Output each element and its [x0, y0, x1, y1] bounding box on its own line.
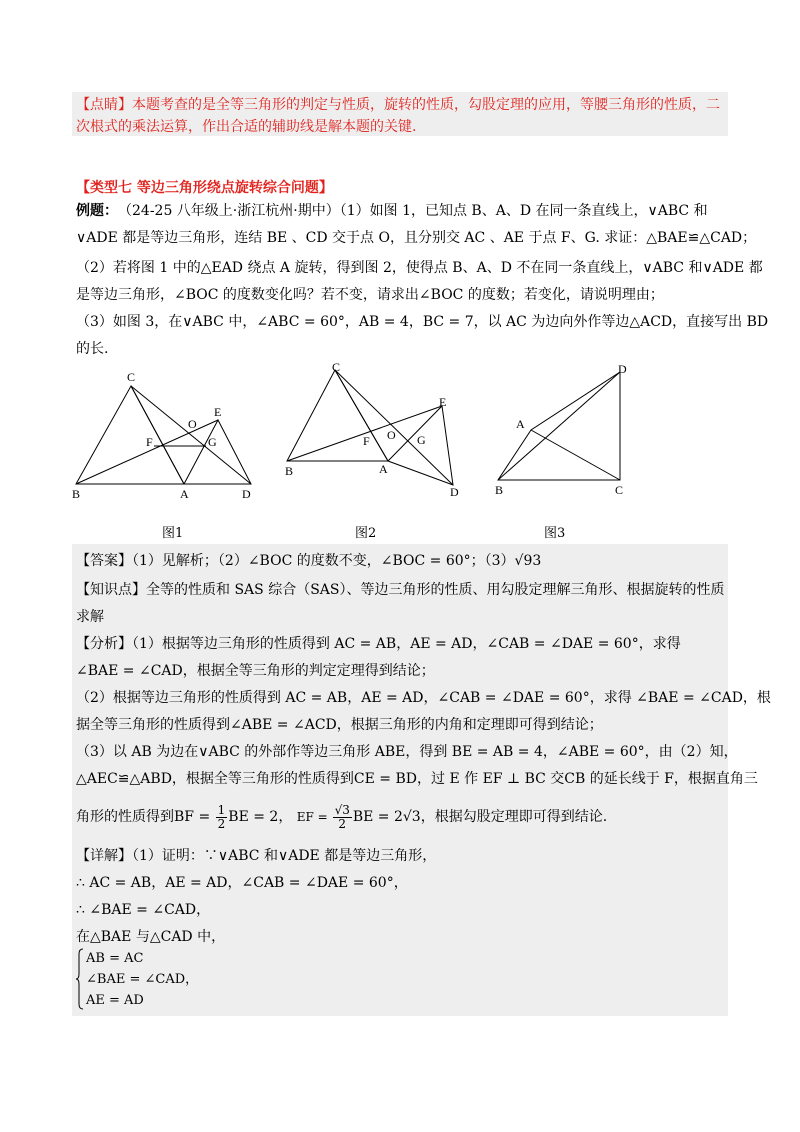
- fig1-label-b: B: [72, 487, 81, 501]
- fig2-label-o: O: [387, 428, 396, 442]
- example-label: 例题：: [76, 203, 118, 219]
- knowledge-line-2: 求解: [76, 609, 104, 625]
- fig1-label-e: E: [214, 405, 222, 419]
- fig3-label-c: C: [615, 483, 624, 497]
- fraction-half-num: 1: [217, 802, 226, 817]
- system-comma: ，: [185, 972, 199, 987]
- fig2-label-g: G: [417, 433, 426, 447]
- fig2-label-e: E: [439, 395, 447, 409]
- system-line-3: AE = AD: [86, 993, 144, 1008]
- example-line-4: 是等边三角形，∠BOC 的度数变化吗？若不变，请求出∠BOC 的度数；若变化，请说明理由；: [76, 287, 664, 303]
- fig1-label-d: D: [242, 487, 251, 501]
- fig3-label-b: B: [495, 483, 504, 497]
- fig2-label-c: C: [332, 360, 341, 374]
- fig1-label-c: C: [127, 370, 136, 384]
- figure-2-caption: 图2: [355, 526, 377, 541]
- fraction-half-den: 2: [217, 816, 226, 831]
- fig2-label-a: A: [379, 462, 388, 476]
- section-title: 【类型七 等边三角形绕点旋转综合问题】: [76, 180, 333, 196]
- system-line-2: [86, 969, 198, 990]
- system-line-1: AB = AC: [86, 951, 144, 966]
- example-line-6: 的长.: [76, 341, 109, 357]
- knowledge-line-1: 【知识点】全等的性质和 SAS 综合（SAS）、等边三角形的性质、用勾股定理解三角形、根据旋转的性质: [76, 582, 725, 598]
- answer-line: 【答案】（1）见解析；（2）∠BOC 的度数不变，∠BOC = 60°；（3）√93: [76, 553, 542, 569]
- ef-lead: EF =: [296, 810, 332, 824]
- fig2-label-d: D: [450, 485, 459, 499]
- system-brace: [76, 948, 84, 1010]
- detail-line-1: 【详解】（1）证明：∵∨ABC 和∨ADE 都是等边三角形，: [76, 848, 437, 864]
- fraction-sqrt3: [333, 804, 352, 831]
- figure-3: [488, 362, 638, 502]
- fig3-label-d: D: [618, 362, 627, 376]
- fig1-label-f: F: [146, 435, 153, 449]
- fraction-half: [216, 804, 228, 831]
- detail-line-2: ∴ AC = AB，AE = AD，∠CAB = ∠DAE = 60°，: [76, 875, 408, 891]
- fraction-sqrt3-num: √3: [334, 802, 350, 817]
- analysis-line-6: △AEC≌△ABD，根据全等三角形的性质得到CE = BD，过 E 作 EF ⊥ BC 交CB 的延长线于 F，根据直角三: [76, 771, 758, 787]
- comment-line-2: 次根式的乘法运算，作出合适的辅助线是解本题的关键.: [76, 119, 417, 135]
- fig2-label-f: F: [363, 434, 370, 448]
- fig1-label-g: G: [208, 435, 217, 449]
- figure-1-caption: 图1: [162, 526, 184, 541]
- analysis-line-7: [76, 800, 607, 834]
- analysis-line-7-lead: 角形的性质得到BF =: [76, 809, 215, 825]
- system-line-2-text: ∠BAE = ∠CAD: [86, 972, 186, 987]
- comment-line-1: 【点睛】本题考查的是全等三角形的判定与性质，旋转的性质，勾股定理的应用，等腰三角形的性质，二: [76, 97, 720, 113]
- bf-tail: BE = 2，: [228, 809, 293, 825]
- example-line-5: （3）如图 3，在∨ABC 中，∠ABC = 60°，AB = 4，BC = 7，以 AC 为边向外作等边△ACD，直接写出 BD: [76, 314, 769, 330]
- fig1-label-o: O: [188, 417, 197, 431]
- analysis-line-3: （2）根据等边三角形的性质得到 AC = AB，AE = AD，∠CAB = ∠DAE = 60°，求得 ∠BAE = ∠CAD，根: [76, 690, 771, 706]
- figure-3-caption: 图3: [544, 526, 566, 541]
- fig2-label-b: B: [285, 464, 294, 478]
- analysis-line-5: （3）以 AB 为边在∨ABC 的外部作等边三角形 ABE，得到 BE = AB = 4，∠ABE = 60°，由（2）知，: [76, 744, 738, 760]
- example-line-2: ∨ADE 都是等边三角形，连结 BE 、CD 交于点 O，且分别交 AC 、AE 于点 F、G. 求证：△BAE≌△CAD；: [76, 230, 757, 246]
- ef-tail: BE = 2√3，根据勾股定理即可得到结论.: [352, 809, 608, 825]
- fraction-sqrt3-den: 2: [338, 816, 347, 831]
- analysis-line-2: ∠BAE = ∠CAD，根据全等三角形的判定定理得到结论；: [76, 663, 435, 679]
- detail-line-3: ∴ ∠BAE = ∠CAD，: [76, 902, 211, 918]
- detail-line-4: 在△BAE 与△CAD 中，: [76, 929, 226, 945]
- fig1-label-a: A: [180, 487, 189, 501]
- fig3-label-a: A: [516, 417, 525, 431]
- analysis-line-1: 【分析】（1）根据等边三角形的性质得到 AC = AB，AE = AD，∠CAB = ∠DAE = 60°，求得: [76, 636, 681, 652]
- example-line-1: （24-25 八年级上·浙江杭州·期中）（1）如图 1，已知点 B、A、D 在同一条直线上，∨ABC 和: [118, 203, 708, 219]
- analysis-line-4: 据全等三角形的性质得到∠ABE = ∠ACD，根据三角形的内角和定理即可得到结论；: [76, 717, 603, 733]
- figure-1: [66, 368, 266, 508]
- example-line-3: （2）若将图 1 中的△EAD 绕点 A 旋转，得到图 2，使得点 B、A、D 不在同一条直线上，∨ABC 和∨ADE 都: [76, 260, 763, 276]
- figure-2: [280, 358, 470, 508]
